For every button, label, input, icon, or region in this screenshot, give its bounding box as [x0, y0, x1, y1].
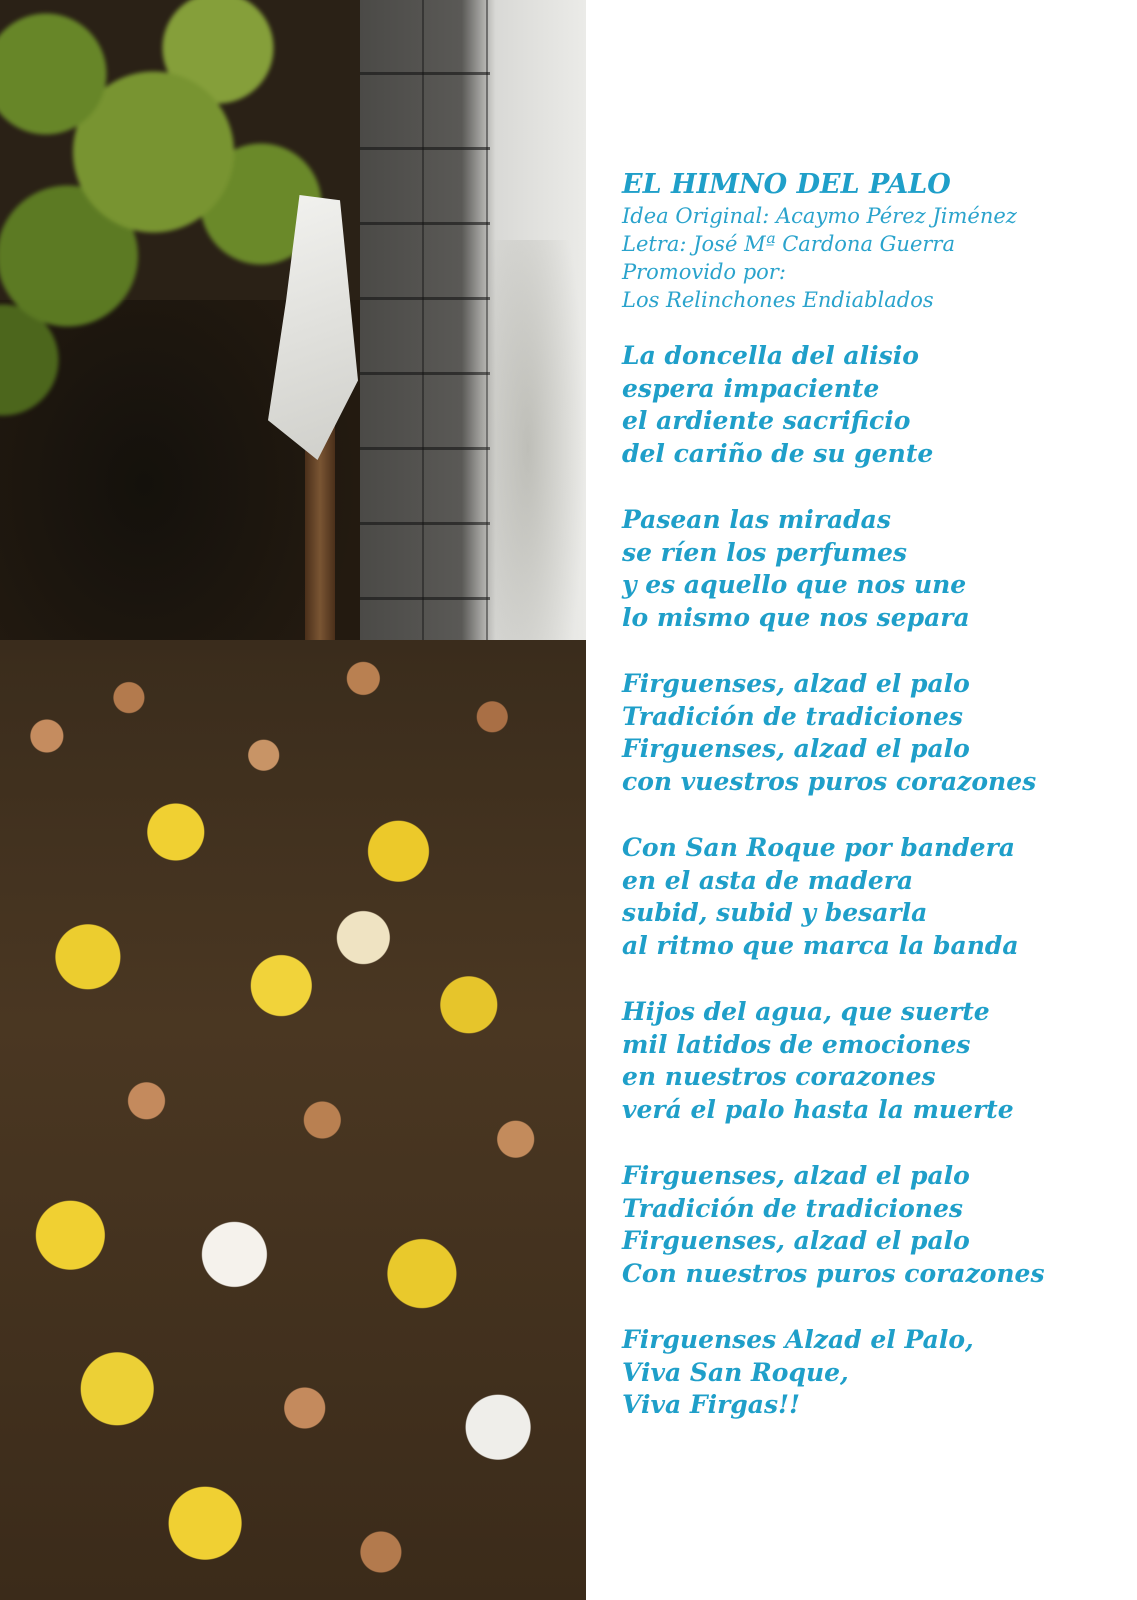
stanza-line: Tradición de tradiciones	[622, 1193, 963, 1223]
stanza-line: verá el palo hasta la muerte	[622, 1094, 1014, 1124]
stanza-6-chorus	[622, 1160, 1122, 1290]
stanza-line: se ríen los perfumes	[622, 537, 908, 567]
credit-lyrics: Letra: José Mª Cardona Guerra	[622, 232, 955, 256]
credit-idea: Idea Original: Acaymo Pérez Jiménez	[622, 204, 1017, 228]
stanza-line: en nuestros corazones	[622, 1062, 936, 1091]
credit-promoter: Los Relinchones Endiablados	[622, 288, 934, 312]
stanza-4	[622, 832, 1122, 962]
stanza-7-closing	[622, 1324, 1122, 1422]
stanza-2	[622, 504, 1122, 634]
stanza-3-chorus	[622, 668, 1122, 798]
stanza-line: Pasean las miradas	[622, 505, 891, 534]
stanza-line: Firguenses Alzad el Palo,	[622, 1325, 974, 1354]
stanza-line: Hijos del agua, que suerte	[622, 997, 990, 1026]
stanza-line: del cariño de su gente	[622, 438, 934, 468]
stanza-5	[622, 996, 1122, 1126]
stanza-line: con vuestros puros corazones	[622, 766, 1037, 796]
stanza-line: Con nuestros puros corazones	[622, 1258, 1045, 1288]
stanza-line: y es aquello que nos une	[622, 570, 967, 599]
stanza-line: espera impaciente	[622, 373, 880, 403]
stanza-line: Con San Roque por bandera	[622, 833, 1015, 862]
stanza-line: Firguenses, alzad el palo	[622, 734, 970, 763]
stanza-line: Firguenses, alzad el palo	[622, 1226, 970, 1255]
hymn-text	[622, 168, 1122, 1456]
stanza-line: Firguenses, alzad el palo	[622, 669, 970, 698]
stanza-line: Firguenses, alzad el palo	[622, 1161, 970, 1190]
stanza-line: Viva San Roque,	[622, 1357, 849, 1387]
stanza-line: al ritmo que marca la banda	[622, 930, 1019, 960]
stanza-line: La doncella del alisio	[622, 341, 919, 370]
stanza-line: mil latidos de emociones	[622, 1029, 971, 1059]
crowd	[0, 640, 586, 1600]
stanza-line: Tradición de tradiciones	[622, 701, 963, 731]
stanza-1	[622, 340, 1122, 470]
hymn-credits	[622, 202, 1122, 314]
stanza-line: subid, subid y besarla	[622, 898, 928, 927]
stanza-line: en el asta de madera	[622, 865, 914, 895]
credit-promoted-label: Promovido por:	[622, 260, 786, 284]
hymn-title: EL HIMNO DEL PALO	[622, 169, 951, 200]
stanza-line: lo mismo que nos separa	[622, 602, 970, 632]
stanza-line: el ardiente sacrificio	[622, 406, 911, 435]
stanza-line: Viva Firgas!!	[622, 1390, 801, 1419]
